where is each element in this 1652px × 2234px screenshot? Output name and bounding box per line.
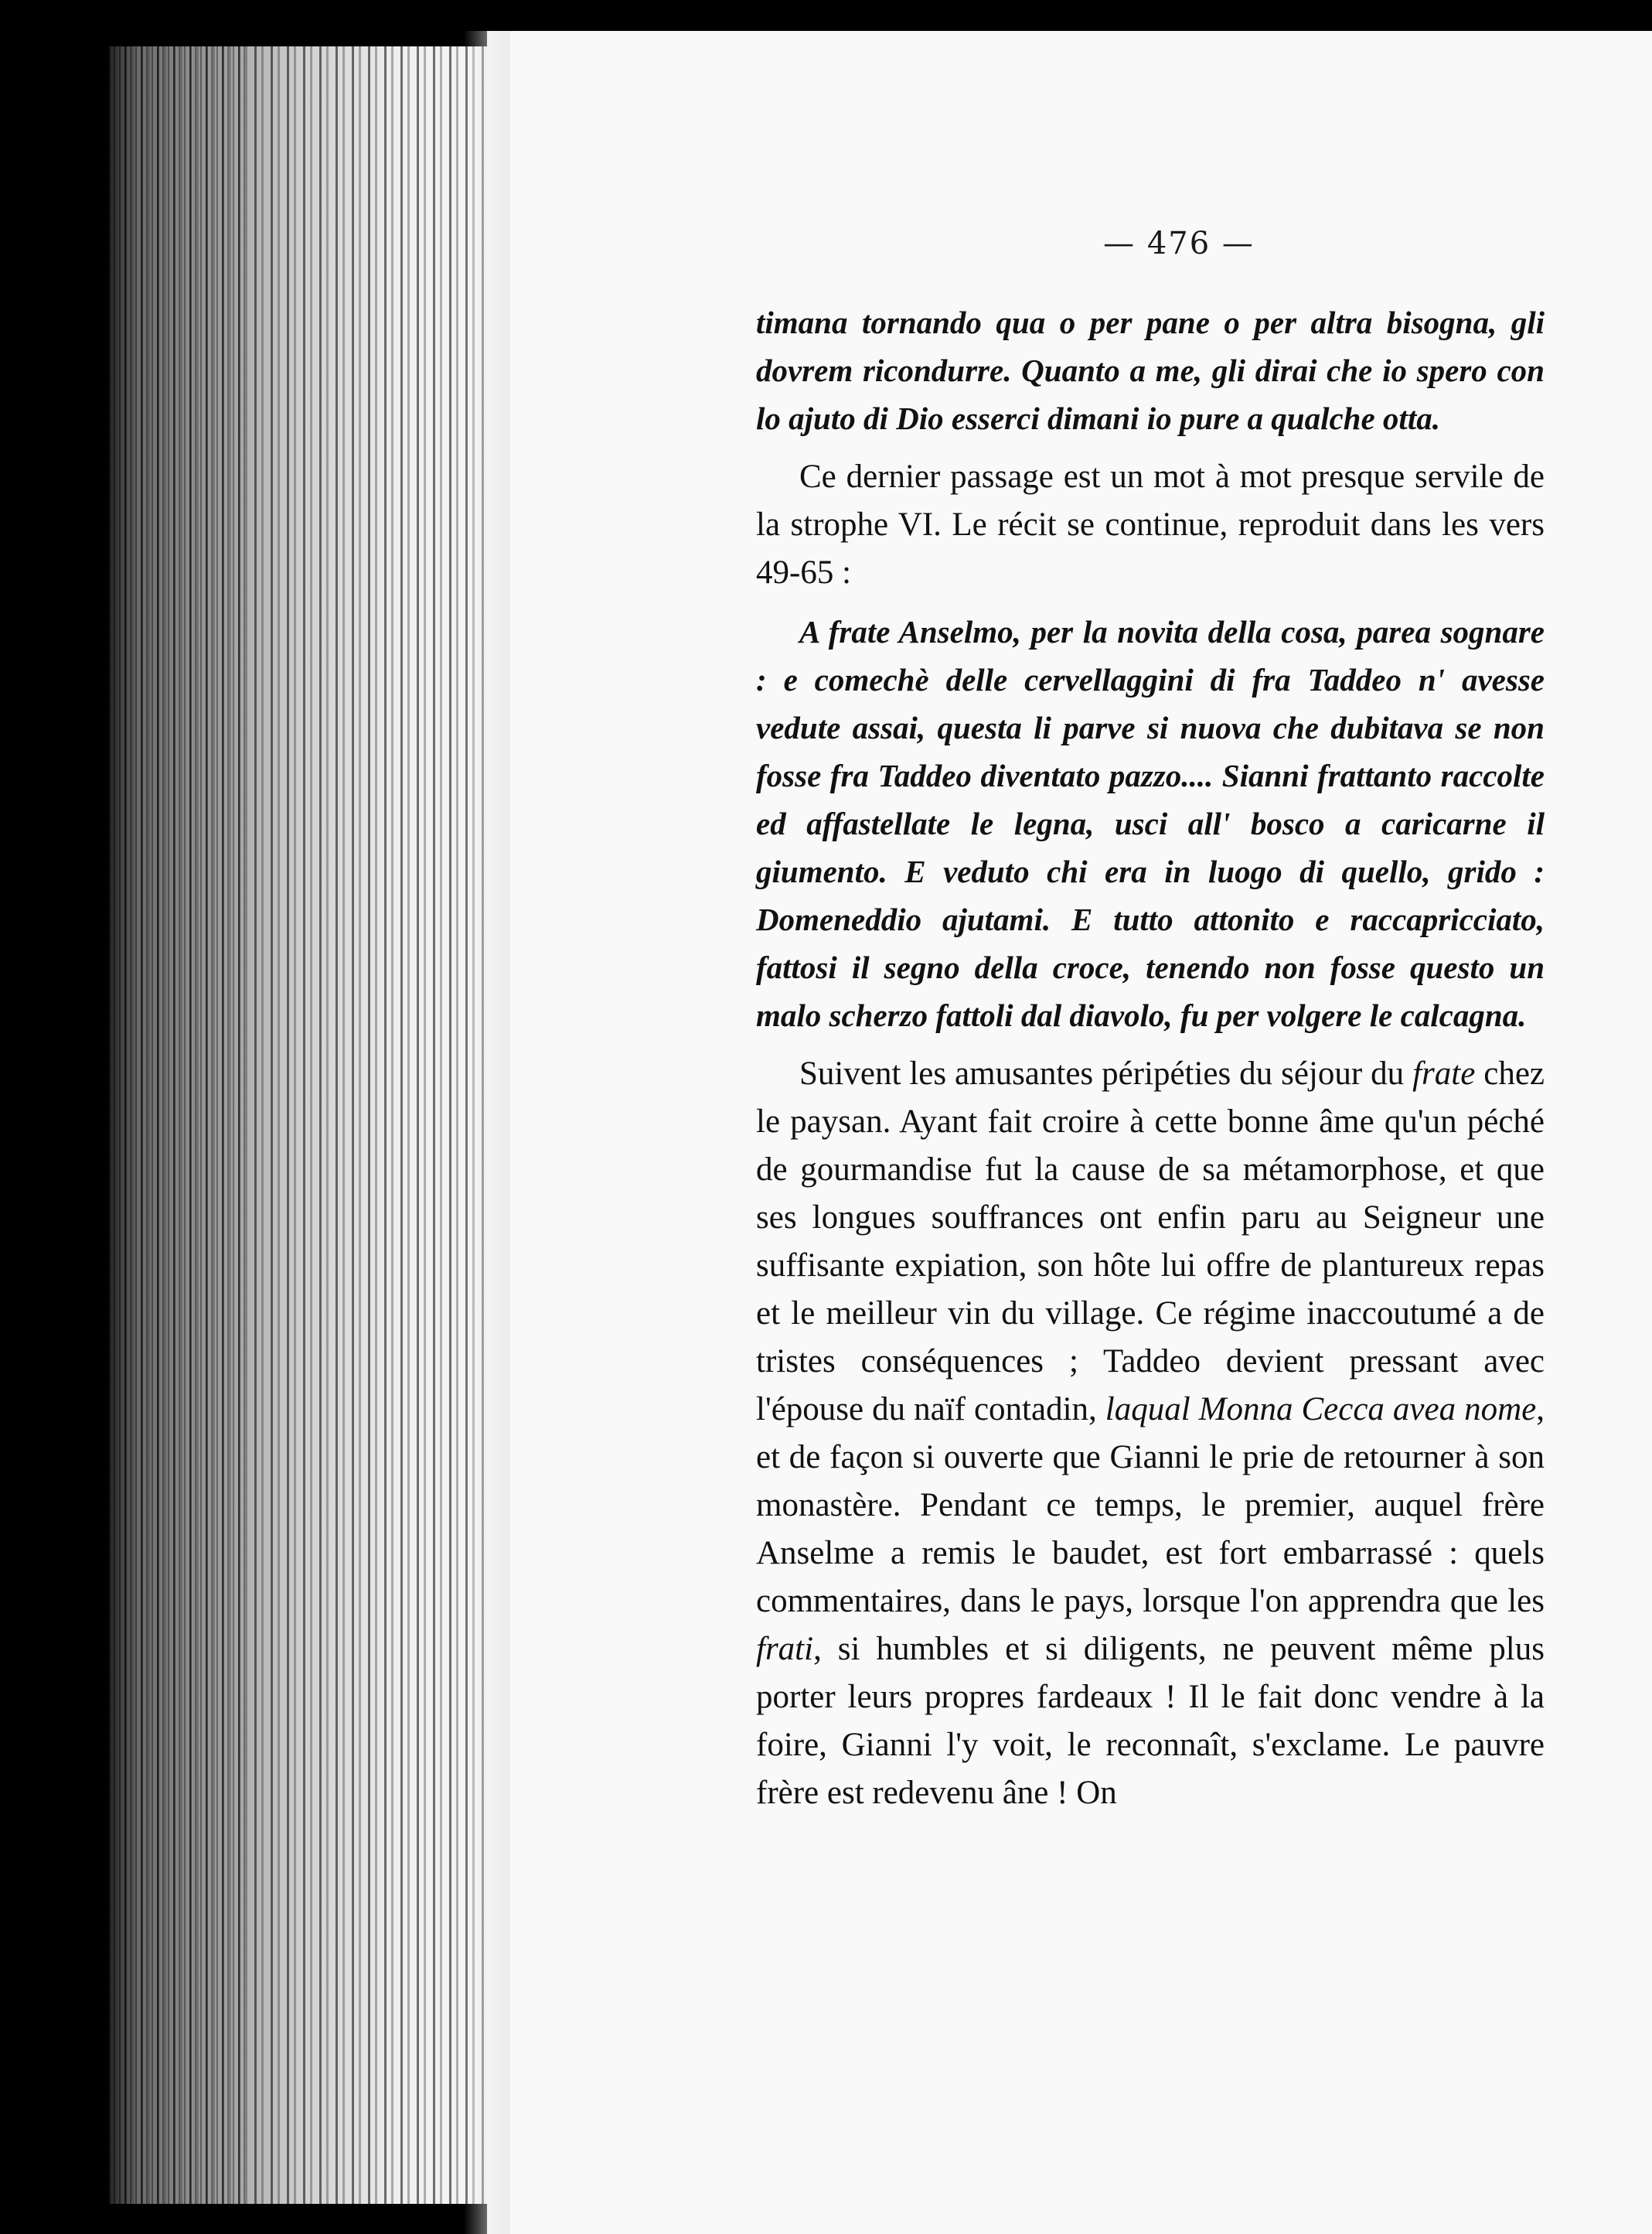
narrative-text-2: chez le paysan. Ayant fait croire à cette bonne âme qu'un péché de gourmandise fut la cause de sa métamorphose, et que ses longues souffrances ont enfin paru au Seigneur une suffisante expiation, son hôte lui offre de plantureux repas et le meilleur vin du village. Ce régime inaccoutumé a de tristes conséquences ; Taddeo devient pressant avec l'épouse du naïf contadin, <box>756 1056 1545 1427</box>
commentary-paragraph: Ce dernier passage est un mot à mot presque servile de la strophe VI. Le récit se continue, reproduit dans les vers 49-65 : <box>756 459 1545 591</box>
gutter-streaks <box>108 46 247 2204</box>
italic-quote-continuation: timana tornando qua o per pane o per altra bisogna, gli dovrem ricondurre. Quanto a me, gli dirai che io spero con lo ajuto di Dio esserci dimani io pure a qualche otta. <box>756 305 1545 436</box>
page-number: — 476 — <box>1103 226 1255 261</box>
frate-word: frate <box>1412 1056 1476 1092</box>
frati-word: frati <box>756 1631 814 1667</box>
narrative-paragraph <box>756 1050 1545 1817</box>
quoted-phrase: laqual Monna Cecca avea nome <box>1105 1391 1537 1427</box>
body-text <box>756 298 1545 1817</box>
narrative-text-3: , et de façon si ouverte que Gianni le prie de retourner à son monastère. Pendant ce temps, le premier, auquel frère Anselme a remis le baudet, est fort embarrassé : quels commentaires, dans le pays, lorsque l'on apprendra que les <box>756 1391 1545 1619</box>
narrative-text-4: , si humbles et si diligents, ne peuvent même plus porter leurs propres fardeaux ! Il le fait donc vendre à la foire, Gianni l'y voit, le reconnaît, s'exclame. Le pauvre frère est redevenu âne ! On <box>756 1631 1545 1811</box>
narrative-text-1: Suivent les amusantes péripéties du séjour du <box>799 1056 1413 1092</box>
italic-quote-paragraph: A frate Anselmo, per la novita della cosa, parea sognare : e comechè delle cervellaggini di fra Taddeo n' avesse vedute assai, questa li parve si nuova che dubitava se non fosse fra Taddeo diventato pazzo.... Sianni frattanto raccolte ed affastellate le legna, usci all' bosco a caricarne il giumento. E veduto chi era in luogo di quello, grido : Domeneddio ajutami. E tutto attonito e raccapricciato, fattosi il segno della croce, tenendo non fosse questo un malo scherzo fattoli dal diavolo, fu per volgere le calcagna. <box>756 614 1545 1033</box>
page-edge-shadow <box>464 31 510 2234</box>
